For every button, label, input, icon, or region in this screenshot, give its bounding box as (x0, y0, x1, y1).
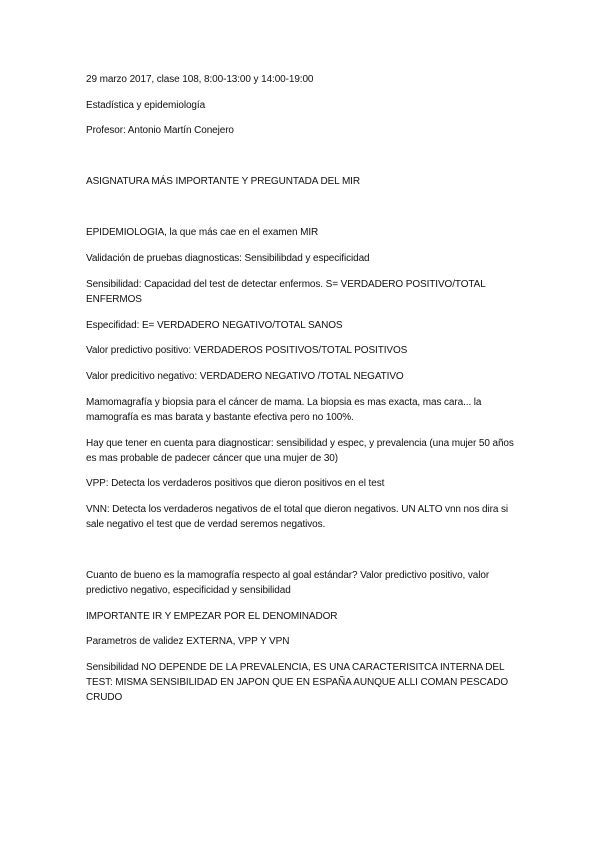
paragraph: ASIGNATURA MÁS IMPORTANTE Y PREGUNTADA DEL MIR (86, 176, 360, 187)
date-line: 29 marzo 2017, clase 108, 8:00-13:00 y 14:00-19:00 (86, 74, 314, 85)
paragraph: Mamomagrafía y biopsia para el cáncer de mama. La biopsia es mas exacta, mas cara... la mamografía es mas barata y bastante efectiva pero no 100%. (86, 397, 482, 423)
paragraph: Valor predictivo positivo: VERDADEROS POSITIVOS/TOTAL POSITIVOS (86, 345, 408, 356)
paragraph: EPIDEMIOLOGIA, la que más cae en el examen MIR (86, 227, 319, 238)
paragraph: Hay que tener en cuenta para diagnosticar: sensibilidad y espec, y prevalencia (una mujer 50 años es mas probable de padecer cáncer que una mujer de 30) (86, 438, 514, 464)
paragraph: Sensibilidad: Capacidad del test de detectar enfermos. S= VERDADERO POSITIVO/TOTAL ENFERMOS (86, 279, 486, 305)
paragraph: Validación de pruebas diagnosticas: Sensibilibdad y especificidad (86, 253, 370, 264)
paragraph: VPP: Detecta los verdaderos positivos que dieron positivos en el test (86, 478, 385, 489)
paragraph: IMPORTANTE IR Y EMPEZAR POR EL DENOMINADOR (86, 611, 338, 622)
paragraph: VNN: Detecta los verdaderos negativos de el total que dieron negativos. UN ALTO vnn nos dira si sale negativo el test que de verdad seremos negativos. (86, 504, 509, 530)
paragraph: Cuanto de bueno es la mamografía respecto al goal estándar? Valor predictivo positivo, valor predictivo negativo, especificidad y sensibilidad (86, 570, 490, 596)
paragraph: Valor predicitivo negativo: VERDADERO NEGATIVO /TOTAL NEGATIVO (86, 371, 404, 382)
professor-line: Profesor: Antonio Martín Conejero (86, 125, 234, 136)
paragraph: Especifidad: E= VERDADERO NEGATIVO/TOTAL SANOS (86, 320, 343, 331)
subject-line: Estadística y epidemiología (86, 100, 206, 111)
paragraph: Sensibilidad NO DEPENDE DE LA PREVALENCIA, ES UNA CARACTERISITCA INTERNA DEL TEST: MISMA SENSIBILIDAD EN JAPON QUE EN ESPAÑA AUNQUE ALLI COMAN PESCADO CRUDO (86, 662, 509, 703)
paragraph: Parametros de validez EXTERNA, VPP Y VPN (86, 636, 290, 647)
